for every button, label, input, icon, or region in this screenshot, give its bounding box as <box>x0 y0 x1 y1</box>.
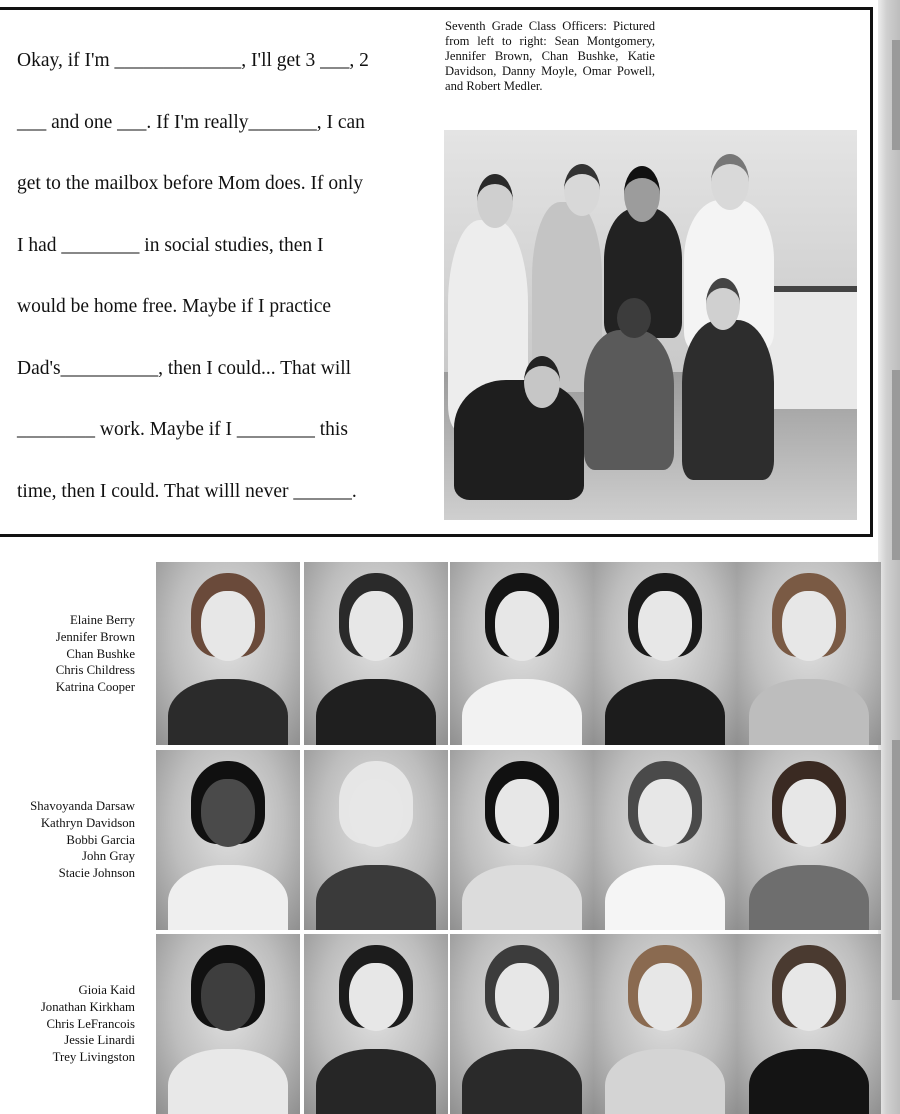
student-name: Chan Bushke <box>66 646 135 661</box>
student-portrait <box>156 934 300 1114</box>
student-name: Jessie Linardi <box>64 1033 135 1048</box>
row-names-1 <box>0 612 135 696</box>
student-portrait <box>304 934 448 1114</box>
poem-line: would be home free. Maybe if I practice <box>17 296 332 317</box>
student-name: Bobbi Garcia <box>66 832 135 847</box>
student-portrait <box>156 562 300 745</box>
student-name: Gioia Kaid <box>78 983 135 997</box>
student-portrait <box>304 750 448 930</box>
student-portrait <box>593 934 737 1114</box>
student-name: Jennifer Brown <box>55 629 135 644</box>
student-portrait <box>737 750 881 930</box>
row-names-2 <box>0 798 135 882</box>
poem-line: time, then I could. That willl never ______. <box>17 480 357 502</box>
poem-line: Dad's__________, then I could... That will <box>17 357 352 379</box>
officers-caption: Seventh Grade Class Officers: Pictured from left to right: Sean Montgomery, Jennifer Brown, Chan Bushke, Katie Davidson, Danny Moyle, Omar Powell, and Robert Medler. <box>445 19 655 93</box>
poem-line: get to the mailbox before Mom does. If only <box>17 173 364 194</box>
poem-line: Okay, if I'm _____________, I'll get 3 ___, 2 <box>17 50 369 71</box>
fill-in-poem <box>17 30 427 522</box>
student-portrait <box>156 750 300 930</box>
student-name: Stacie Johnson <box>58 866 135 881</box>
student-portrait <box>593 562 737 745</box>
student-portrait <box>737 934 881 1114</box>
page-edge <box>878 0 900 1114</box>
student-portrait <box>450 934 594 1114</box>
poem-line: I had ________ in social studies, then I <box>17 234 324 256</box>
student-name: Jonathan Kirkham <box>40 999 135 1014</box>
class-officers-photo <box>444 130 857 520</box>
row-names-3 <box>0 982 135 1066</box>
student-name: Trey Livingston <box>52 1050 135 1065</box>
student-portrait <box>450 750 594 930</box>
student-name: Chris LeFrancois <box>46 1016 135 1031</box>
poem-line: ________ work. Maybe if I ________ this <box>17 419 348 440</box>
student-name: Shavoyanda Darsaw <box>30 799 135 813</box>
poem-line: ___ and one ___. If I'm really_______, I can <box>17 111 365 133</box>
student-name: Kathryn Davidson <box>40 815 135 830</box>
student-portrait <box>737 562 881 745</box>
student-portrait <box>593 750 737 930</box>
student-name: John Gray <box>82 849 135 864</box>
student-name: Katrina Cooper <box>55 680 135 695</box>
student-portrait <box>304 562 448 745</box>
student-name: Chris Childress <box>55 663 135 678</box>
student-portrait <box>450 562 594 745</box>
student-name: Elaine Berry <box>69 613 135 627</box>
